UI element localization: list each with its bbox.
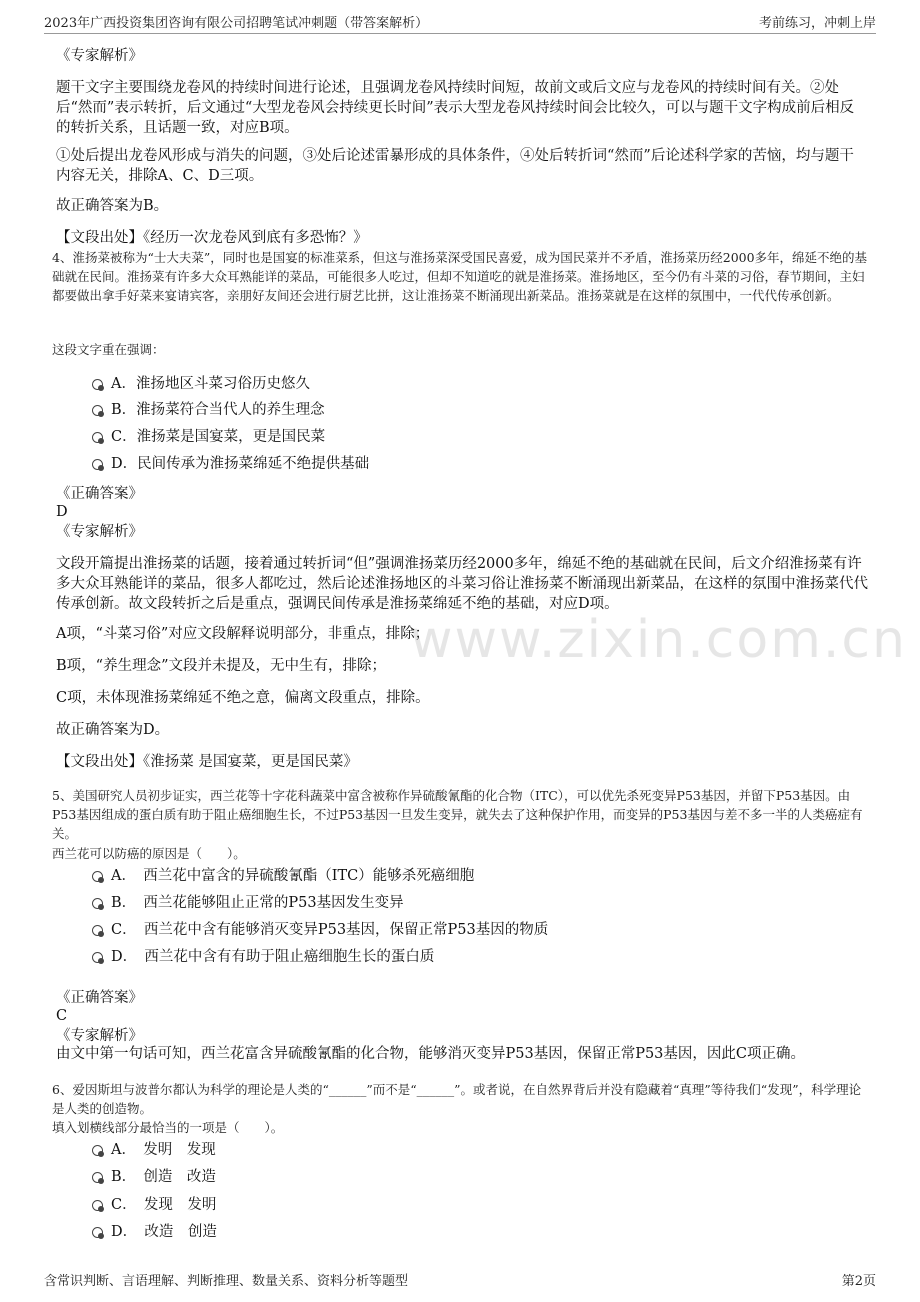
radio-icon[interactable] xyxy=(92,1172,103,1183)
radio-icon[interactable] xyxy=(92,1145,103,1156)
expert-analysis-label: 《专家解析》 xyxy=(56,1028,143,1044)
analysis-paragraph: 文段开篇提出淮扬菜的话题，接着通过转折词“但”强调淮扬菜历经2000多年，绵延不绝的基础就在民间，后文介绍淮扬菜有许多大众耳熟能详的菜品，很多人都吃过，然后论述淮扬地区的斗菜习俗让淮扬菜不断涌现出新菜品，在这样的氛围中淮扬菜代代传承创新。故文段转折之后是重点，强调民间传承是淮扬菜绵延不绝的基础，对应D项。 xyxy=(56,556,868,612)
expert-analysis-label: 《专家解析》 xyxy=(56,524,143,540)
option-a[interactable]: A． 西兰花中富含的异硫酸氰酯（ITC）能够杀死癌细胞 xyxy=(92,866,474,886)
option-b[interactable]: B． 创造 改造 xyxy=(92,1167,216,1187)
source-citation: 【文段出处】《经历一次龙卷风到底有多恐怖？》 xyxy=(56,230,368,246)
radio-icon[interactable] xyxy=(92,1227,103,1238)
radio-icon[interactable] xyxy=(92,1200,103,1211)
header-slogan: 考前练习，冲刺上岸 xyxy=(758,16,876,31)
correct-answer: C xyxy=(56,1008,68,1024)
option-c[interactable]: C． 发现 发明 xyxy=(92,1195,216,1215)
correct-answer-label: 《正确答案》 xyxy=(56,990,143,1006)
option-d[interactable]: D． 改造 创造 xyxy=(92,1222,217,1242)
correct-answer: D xyxy=(56,504,68,520)
option-c[interactable]: C．淮扬菜是国宴菜，更是国民菜 xyxy=(92,427,325,447)
answer-conclusion: 故正确答案为B。 xyxy=(56,198,169,214)
question-6-stem: 填入划横线部分最恰当的一项是（ ）。 xyxy=(52,1120,284,1135)
option-b[interactable]: B．淮扬菜符合当代人的养生理念 xyxy=(92,400,325,420)
expert-analysis-label: 《专家解析》 xyxy=(56,48,143,64)
question-4-stem: 这段文字重在强调： xyxy=(52,342,165,357)
option-a[interactable]: A． 发明 发现 xyxy=(92,1140,216,1160)
answer-conclusion: 故正确答案为D。 xyxy=(56,722,170,738)
correct-answer-label: 《正确答案》 xyxy=(56,486,143,502)
source-citation: 【文段出处】《淮扬菜 是国宴菜，更是国民菜》 xyxy=(56,754,358,770)
question-6-passage: 6、爱因斯坦与波普尔都认为科学的理论是人类的“______”而不是“______”。或者说，在自然界背后并没有隐藏着“真理”等待我们“发现”，科学理论是人类的创造物。 xyxy=(52,1082,862,1116)
question-4-passage: 4、淮扬菜被称为“士大夫菜”，同时也是国宴的标准菜系，但这与淮扬菜深受国民喜爱，成为国民菜并不矛盾，淮扬菜历经2000多年，绵延不绝的基础就在民间。淮扬菜有许多大众耳熟能详的菜品，可能很多人吃过，但却不知道吃的就是淮扬菜。淮扬地区，至今仍有斗菜的习俗，春节期间，主妇都要做出拿手好菜来宴请宾客，亲朋好友间还会进行厨艺比拼，这让淮扬菜不断涌现出新菜品。淮扬菜就是在这样的氛围中，一代代传承创新。 xyxy=(52,250,868,303)
question-5-passage: 5、美国研究人员初步证实，西兰花等十字花科蔬菜中富含被称作异硫酸氰酯的化合物（ITC），可以优先杀死变异P53基因，并留下P53基因。由P53基因组成的蛋白质有助于阻止癌细胞生长，不过P53基因一旦发生变异，就失去了这种保护作用，而变异的P53基因与差不多一半的人类癌症有关。 xyxy=(52,788,863,841)
option-d[interactable]: D．民间传承为淮扬菜绵延不绝提供基础 xyxy=(92,454,369,474)
watermark: www.zixin.com.cn xyxy=(410,610,907,670)
page-number: 第2页 xyxy=(841,1274,876,1289)
header-divider xyxy=(44,33,876,34)
radio-icon[interactable] xyxy=(92,379,103,390)
option-b[interactable]: B． 西兰花能够阻止正常的P53基因发生变异 xyxy=(92,893,404,913)
radio-icon[interactable] xyxy=(92,459,103,470)
radio-icon[interactable] xyxy=(92,432,103,443)
analysis-paragraph: 由文中第一句话可知，西兰花富含异硫酸氰酯的化合物，能够消灭变异P53基因，保留正常P53基因，因此C项正确。 xyxy=(56,1046,806,1062)
header-title: 2023年广西投资集团咨询有限公司招聘笔试冲刺题（带答案解析） xyxy=(44,16,429,31)
radio-icon[interactable] xyxy=(92,952,103,963)
question-5-stem: 西兰花可以防癌的原因是（ ）。 xyxy=(52,846,246,861)
radio-icon[interactable] xyxy=(92,871,103,882)
option-a[interactable]: A．淮扬地区斗菜习俗历史悠久 xyxy=(92,374,310,394)
option-c[interactable]: C． 西兰花中含有能够消灭变异P53基因，保留正常P53基因的物质 xyxy=(92,920,548,940)
analysis-paragraph: 题干文字主要围绕龙卷风的持续时间进行论述，且强调龙卷风持续时间短，故前文或后文应与龙卷风的持续时间有关。②处后“然而”表示转折，后文通过“大型龙卷风会持续更长时间”表示大型龙卷风持续时间会比较久，可以与题干文字构成前后相反的转折关系，且话题一致，对应B项。 xyxy=(56,80,855,136)
analysis-option-a: A项，“斗菜习俗”对应文段解释说明部分，非重点，排除； xyxy=(56,626,430,642)
analysis-option-c: C项，未体现淮扬菜绵延不绝之意，偏离文段重点，排除。 xyxy=(56,690,430,706)
analysis-option-b: B项，“养生理念”文段并未提及，无中生有，排除； xyxy=(56,658,386,674)
radio-icon[interactable] xyxy=(92,405,103,416)
footer-description: 含常识判断、言语理解、判断推理、数量关系、资料分析等题型 xyxy=(44,1274,409,1289)
radio-icon[interactable] xyxy=(92,925,103,936)
analysis-paragraph: ①处后提出龙卷风形成与消失的问题，③处后论述雷暴形成的具体条件，④处后转折词“然而”后论述科学家的苦恼，均与题干内容无关，排除A、C、D三项。 xyxy=(56,148,854,184)
option-d[interactable]: D． 西兰花中含有有助于阻止癌细胞生长的蛋白质 xyxy=(92,947,434,967)
radio-icon[interactable] xyxy=(92,898,103,909)
